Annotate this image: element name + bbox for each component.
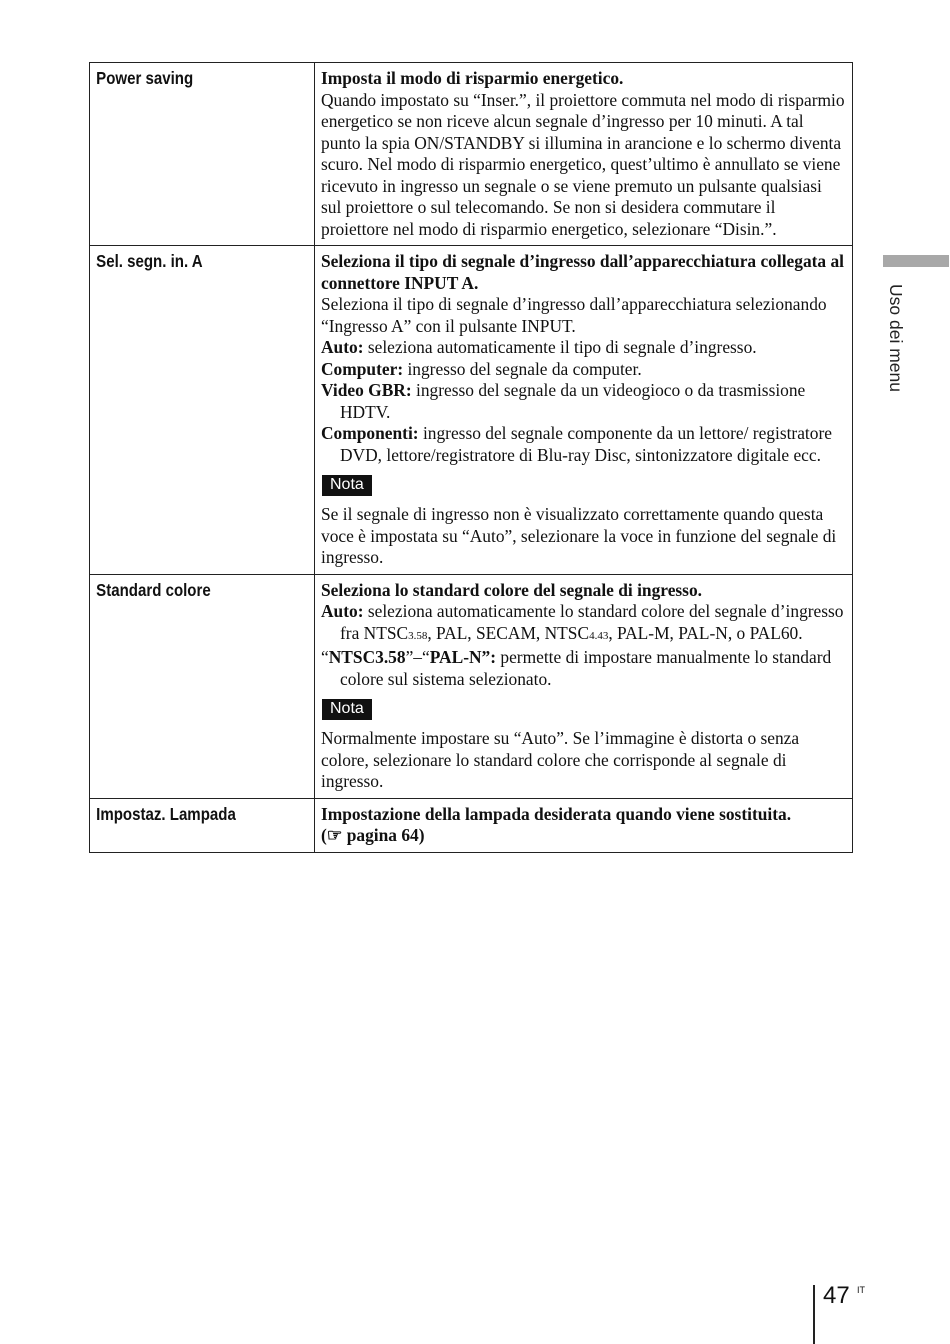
row-title: Seleziona lo standard colore del segnale di ingresso.: [321, 579, 702, 600]
menu-settings-table: [89, 62, 853, 853]
table-row-impostaz-lampada: [90, 798, 853, 852]
description-cell: [315, 246, 853, 575]
row-body: Quando impostato su “Inser.”, il proiettore commuta nel modo di risparmio energetico se non riceve alcun segnale d’ingresso per 10 minuti. A tal punto la spia ON/STANDBY si illumina in arancione e lo schermo diventa scuro. Nel modo di risparmio energetico, quest’ultimo è annullato se viene ricevuto in ingresso un segnale o se viene premuto un pulsante qualsiasi sul proiettore o sul telecomando. Se non si desidera commutare il proiettore nel modo di risparmio energetico, selezionare “Disin.”.: [321, 89, 845, 239]
table-row-standard-colore: [90, 574, 853, 798]
quote-mark: “: [321, 647, 329, 667]
description-cell: [315, 574, 853, 798]
option-term: NTSC3.58: [328, 647, 406, 667]
row-label-power-saving: Power saving: [96, 68, 194, 88]
description-cell: [315, 798, 853, 852]
page-reference: [321, 825, 846, 847]
option-auto: [321, 337, 846, 359]
paren: (: [321, 825, 327, 845]
option-componenti: [321, 423, 846, 466]
note-badge: Nota: [322, 699, 372, 720]
option-text: ingresso del segnale componente da un lettore/ registratore DVD, lettore/registratore di Blu-ray Disc, sintonizzatore digitale ecc.: [340, 423, 832, 465]
option-term: Auto:: [321, 337, 364, 357]
note-text: Se il segnale di ingresso non è visualizzato correttamente quando questa voce è impostata su “Auto”, selezionare la voce in funzione del segnale di ingresso.: [321, 504, 837, 567]
ntsc-subscript: 3.58: [408, 629, 428, 642]
option-video-gbr: [321, 380, 846, 423]
option-term: Video GBR:: [321, 380, 412, 400]
row-title: Seleziona il tipo di segnale d’ingresso dall’apparecchiatura collegata al connettore INPUT A.: [321, 251, 845, 293]
option-term: PAL-N: [429, 647, 482, 667]
option-text: , PAL, SECAM, NTSC: [427, 622, 590, 643]
label-cell: [90, 574, 315, 798]
ntsc-subscript: 4.43: [589, 629, 609, 642]
option-text: , PAL-M, PAL-N, o PAL60.: [608, 622, 803, 643]
label-cell: [90, 798, 315, 852]
row-label-impostaz-lampada: Impostaz. Lampada: [96, 803, 236, 824]
quote-mark: ”–“: [405, 647, 430, 667]
page-reference-text: pagina 64): [342, 825, 425, 845]
section-side-label: Uso dei menu: [886, 284, 906, 392]
option-term: Computer:: [321, 358, 404, 379]
page-language-code: IT: [857, 1285, 865, 1295]
row-label-standard-colore: Standard colore: [96, 579, 211, 600]
option-text: permette di impostare manualmente lo standard colore sul sistema selezionato.: [340, 647, 832, 689]
page-number: 47: [823, 1282, 850, 1309]
label-cell: [90, 63, 315, 246]
option-computer: [321, 359, 846, 381]
option-text: seleziona automaticamente lo standard colore del segnale d’ingresso fra NTSC: [340, 601, 844, 643]
pointing-hand-icon: ☞: [326, 825, 343, 845]
option-text: seleziona automaticamente il tipo di segnale d’ingresso.: [363, 337, 757, 357]
option-manual: [321, 647, 846, 690]
table-row-input-a: [90, 246, 853, 575]
note-badge: Nota: [322, 475, 372, 496]
row-title: Impostazione della lampada desiderata quando viene sostituita.: [321, 803, 792, 824]
description-cell: [315, 63, 853, 246]
note-text: Normalmente impostare su “Auto”. Se l’immagine è distorta o senza colore, selezionare lo standard colore che corrisponde al segnale di ingresso.: [321, 728, 800, 791]
table-row-power-saving: [90, 63, 853, 246]
option-term: Auto:: [321, 601, 364, 621]
option-auto: [321, 601, 846, 647]
row-body: Seleziona il tipo di segnale d’ingresso dall’apparecchiatura selezionando “Ingresso A” con il pulsante INPUT.: [321, 294, 827, 336]
section-tab-marker: [883, 255, 949, 267]
page-number-rule: [813, 1285, 815, 1344]
quote-mark: ”:: [481, 647, 497, 667]
label-cell: [90, 246, 315, 575]
option-term: Componenti:: [321, 423, 419, 443]
row-label-input-a: Sel. segn. in. A: [96, 251, 203, 271]
option-text: ingresso del segnale da computer.: [403, 358, 642, 379]
row-title: Imposta il modo di risparmio energetico.: [321, 68, 624, 88]
option-text: ingresso del segnale da un videogioco o da trasmissione HDTV.: [340, 380, 806, 422]
